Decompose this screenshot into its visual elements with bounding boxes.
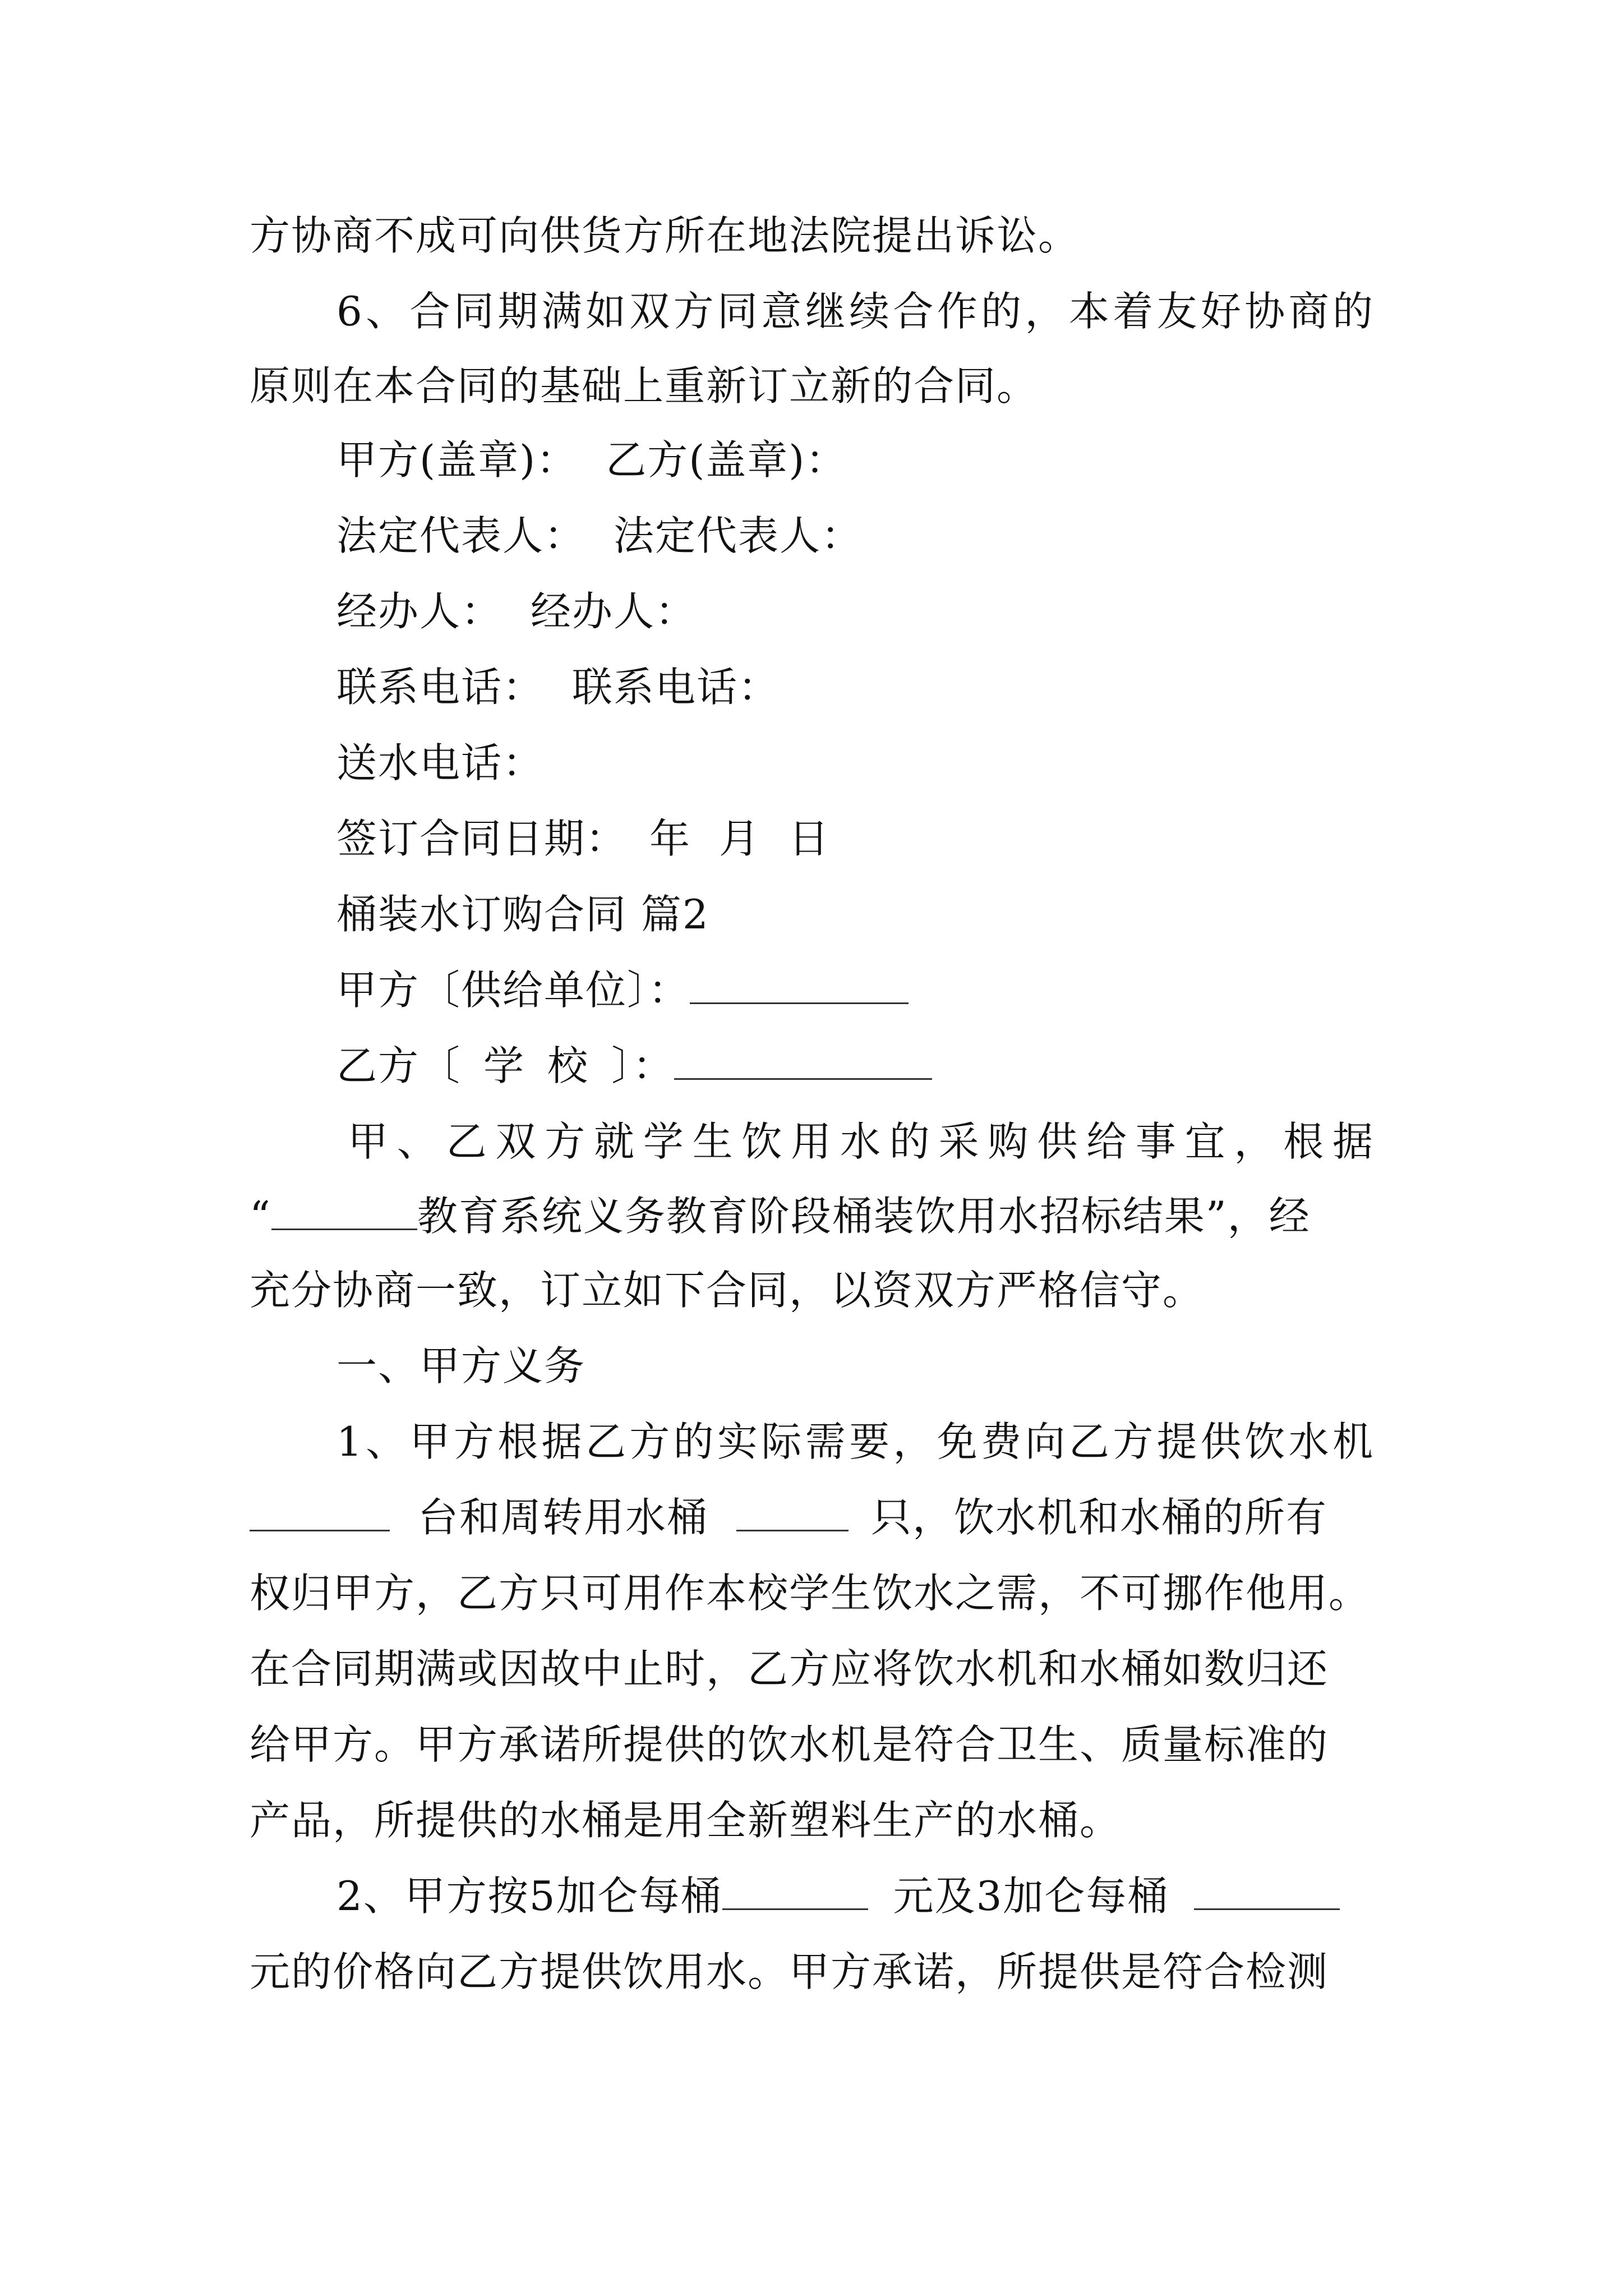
sign-date-row — [336, 811, 1461, 867]
party-b-label-school-2: 校 — [547, 1042, 589, 1089]
paragraph-line: 原则在本合同的基础上重新订立新的合同。 — [250, 362, 1039, 409]
bucket-count-blank — [736, 1495, 849, 1531]
item1-line: 在合同期满或因故中止时，乙方应将饮水机和水桶如数归还 — [250, 1645, 1329, 1692]
party-b-label-open: 乙方〔 — [336, 1042, 462, 1089]
signature-rep-row — [336, 508, 1461, 564]
item1-line — [250, 1489, 1374, 1545]
item1-text-2a: 台和周转用水桶 — [418, 1494, 709, 1541]
intro-line: 充分协商一致，订立如下合同，以资双方严格信守。 — [250, 1267, 1205, 1314]
party-b-handler-label: 经办人： — [531, 588, 697, 635]
paragraph-line: 方协商不成可向供货方所在地法院提出诉讼。 — [250, 212, 1080, 259]
item1-line: 给甲方。甲方承诺所提供的饮水机是符合卫生、质量标准的 — [250, 1721, 1329, 1768]
price-5gal-blank — [722, 1874, 868, 1910]
item1-text-1: 1、甲方根据乙方的实际需要，免费向乙方提供饮水机 — [336, 1418, 1374, 1465]
intro-blank — [271, 1194, 417, 1230]
signature-handler-row — [336, 583, 1461, 639]
item2-text-1a: 2、甲方按5加仑每桶 — [336, 1872, 722, 1920]
item1-line: 权归甲方，乙方只可用作本校学生饮水之需，不可挪作他用。 — [250, 1570, 1371, 1617]
price-3gal-blank — [1194, 1874, 1340, 1910]
date-day: 日 — [789, 815, 831, 862]
party-b-label-close: 〕： — [611, 1042, 675, 1089]
party-a-seal-label: 甲方(盖章)： — [336, 436, 578, 484]
party-b-phone-label: 联系电话： — [572, 664, 780, 711]
intro-quote-open: “ — [250, 1193, 271, 1240]
item1-line: 产品，所提供的水桶是用全新塑料生产的水桶。 — [250, 1797, 1122, 1844]
intro-line — [250, 1188, 1374, 1244]
party-b-rep-label: 法定代表人： — [614, 512, 863, 559]
item2-line — [336, 1868, 1461, 1924]
intro-text-2: 教育系统义务教育阶段桶装饮用水招标结果”，经 — [417, 1193, 1311, 1240]
party-a-rep-label: 法定代表人： — [336, 512, 586, 559]
sign-date-label: 签订合同日期： — [336, 815, 628, 862]
section-title: 桶装水订购合同 篇2 — [336, 891, 709, 938]
party-a-blank — [690, 968, 909, 1004]
item1-line — [336, 1414, 1374, 1470]
intro-text-1: 甲、乙双方就学生饮用水的采购供给事宜，根据 — [348, 1118, 1374, 1165]
item2-line: 元的价格向乙方提供饮用水。甲方承诺，所提供是符合检测 — [250, 1948, 1329, 1995]
party-b-label-school-1: 学 — [483, 1042, 525, 1089]
paragraph-line — [336, 283, 1374, 339]
party-b-blank — [674, 1043, 932, 1080]
party-b-row — [336, 1038, 1461, 1094]
dispenser-count-blank — [250, 1495, 390, 1531]
signature-seal-row — [336, 432, 1461, 488]
signature-phone-row — [336, 659, 1461, 715]
item2-text-1b: 元及3加仑每桶 — [893, 1872, 1169, 1920]
party-a-row — [336, 962, 1461, 1018]
party-a-phone-label: 联系电话： — [336, 664, 545, 711]
party-b-seal-label: 乙方(盖章)： — [606, 436, 847, 484]
item1-text-2b: 只，饮水机和水桶的所有 — [871, 1494, 1328, 1541]
intro-line — [348, 1114, 1374, 1170]
heading-party-a-duties: 一、甲方义务 — [336, 1342, 586, 1389]
party-a-label: 甲方〔供给单位〕： — [336, 967, 690, 1014]
date-month: 月 — [719, 815, 761, 862]
party-a-handler-label: 经办人： — [336, 588, 503, 635]
date-year: 年 — [649, 815, 691, 862]
clause-6-text: 6、合同期满如双方同意继续合作的，本着友好协商的 — [336, 288, 1374, 335]
delivery-phone-label: 送水电话： — [336, 739, 545, 786]
